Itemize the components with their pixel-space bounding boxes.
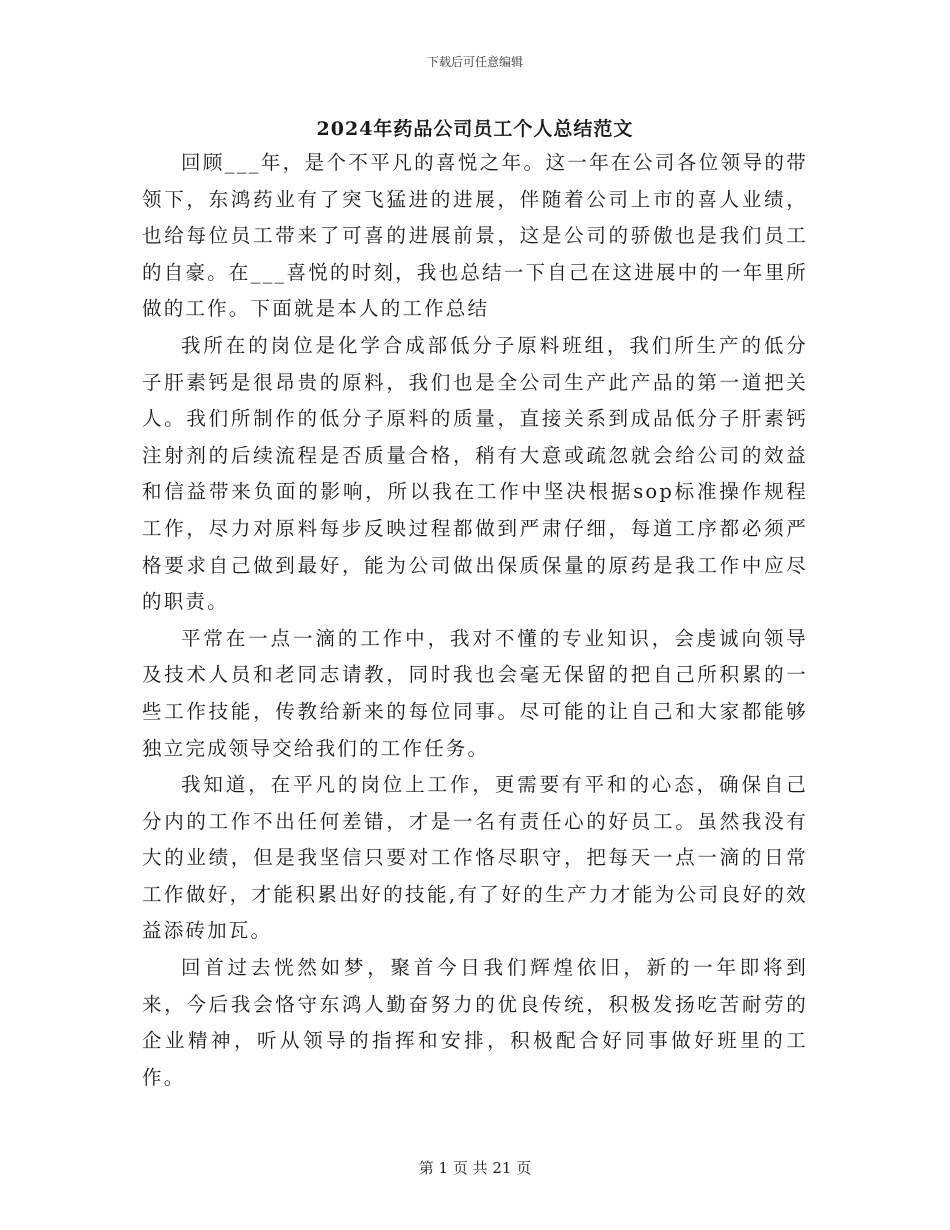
paragraph-position: 我所在的岗位是化学合成部低分子原料班组，我们所生产的低分子肝素钙是很昂贵的原料，我们也是全公司生产此产品的第一道把关人。我们所制作的低分子原料的质量，直接关系到成品低分子肝素钙注射剂的后续流程是否质量合格，稍有大意或疏忽就会给公司的效益和信益带来负面的影响，所以我在工作中坚决根据sop标准操作规程工作，尽力对原料每步反映过程都做到严肃仔细，每道工序都必须严格要求自己做到最好，能为公司做出保质保量的原药是我工作中应尽的职责。 <box>142 333 808 614</box>
paragraph-outlook: 回首过去恍然如梦，聚首今日我们辉煌依旧，新的一年即将到来，今后我会恪守东鸿人勤奋努力的优良传统，积极发扬吃苦耐劳的企业精神，听从领导的指挥和安排，积极配合好同事做好班里的工作。 <box>142 956 808 1089</box>
page-number: 第 1 页 共 21 页 <box>418 1159 532 1177</box>
document-title: 2024年药品公司员工个人总结范文 <box>316 118 634 140</box>
header-note: 下载后可任意编辑 <box>426 55 523 69</box>
paragraph-review: 回顾___年，是个不平凡的喜悦之年。这一年在公司各位领导的带领下，东鸿药业有了突飞猛进的进展，伴随着公司上市的喜人业绩，也给每位员工带来了可喜的进展前景，这是公司的骄傲也是我们员工的自豪。在___喜悦的时刻，我也总结一下自己在这进展中的一年里所做的工作。下面就是本人的工作总结 <box>142 151 808 321</box>
document-body <box>142 145 808 1096</box>
paragraph-attitude: 我知道，在平凡的岗位上工作，更需要有平和的心态，确保自己分内的工作不出任何差错，才是一名有责任心的好员工。虽然我没有大的业绩，但是我坚信只要对工作恪尽职守，把每天一点一滴的日常工作做好，才能积累出好的技能,有了好的生产力才能为公司良好的效益添砖加瓦。 <box>142 773 808 943</box>
paragraph-learning: 平常在一点一滴的工作中，我对不懂的专业知识，会虔诚向领导及技术人员和老同志请教，同时我也会毫无保留的把自己所积累的一些工作技能，传教给新来的每位同事。尽可能的让自己和大家都能够独立完成领导交给我们的工作任务。 <box>142 626 808 760</box>
